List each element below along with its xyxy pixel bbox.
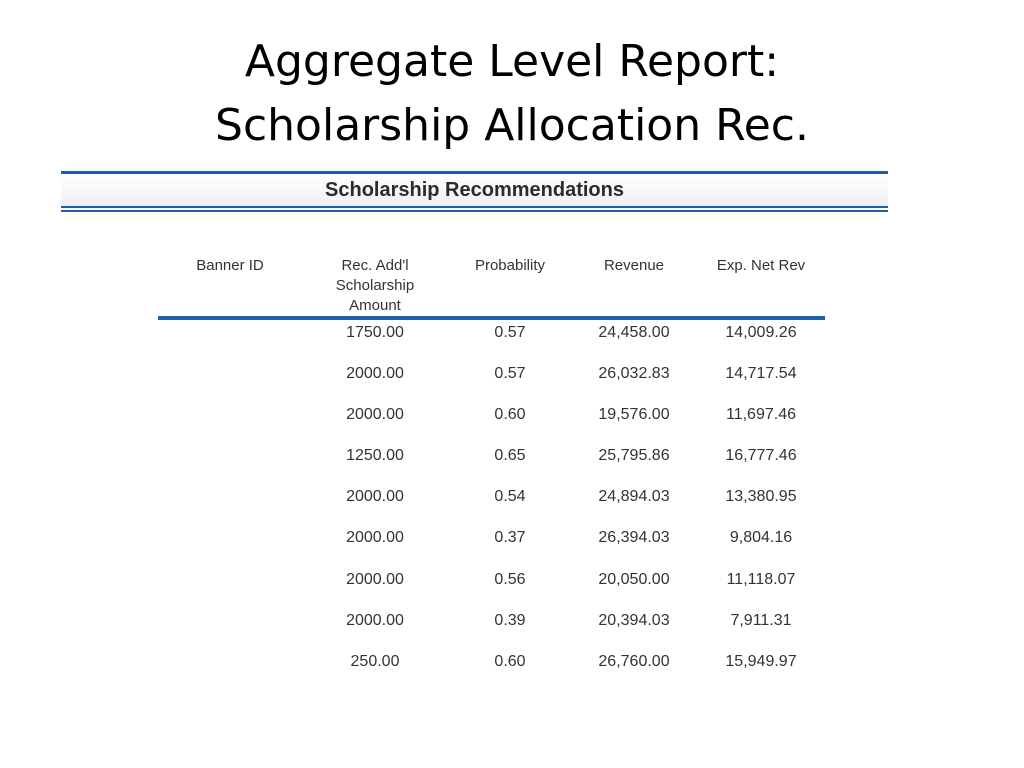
cell-probability: 0.57 bbox=[494, 324, 526, 341]
slide-title bbox=[0, 30, 1024, 158]
column-header-rec-amount bbox=[315, 256, 435, 316]
cell-probability: 0.65 bbox=[494, 447, 526, 465]
cell-exp-net-rev: 15,949.97 bbox=[725, 652, 797, 670]
cell-revenue: 26,760.00 bbox=[598, 652, 670, 670]
cell-probability: 0.60 bbox=[494, 652, 526, 670]
cell-exp-net-rev: 7,911.31 bbox=[730, 611, 792, 629]
table-row bbox=[0, 322, 1024, 363]
report-heading: Scholarship Recommendations bbox=[325, 179, 624, 201]
cell-amount: 250.00 bbox=[350, 652, 400, 670]
cell-exp-net-rev: 11,118.07 bbox=[726, 570, 796, 588]
cell-probability: 0.54 bbox=[494, 488, 526, 506]
cell-probability: 0.37 bbox=[494, 529, 526, 547]
slide-title-line-2: Scholarship Allocation Rec. bbox=[215, 100, 809, 151]
report-heading-bottom-rule bbox=[61, 206, 888, 208]
cell-amount: 1250.00 bbox=[346, 447, 404, 465]
cell-probability: 0.39 bbox=[494, 611, 526, 629]
cell-exp-net-rev: 14,717.54 bbox=[725, 365, 797, 383]
column-header-rec-amount-line-2: Scholarship bbox=[335, 277, 415, 294]
cell-probability: 0.57 bbox=[494, 365, 526, 383]
cell-amount: 2000.00 bbox=[346, 529, 404, 547]
cell-amount: 2000.00 bbox=[346, 611, 404, 629]
cell-amount: 2000.00 bbox=[346, 570, 404, 588]
cell-revenue: 24,458.00 bbox=[598, 324, 670, 341]
cell-exp-net-rev: 13,380.95 bbox=[725, 488, 797, 506]
table-row bbox=[0, 527, 1024, 568]
column-header-rec-amount-line-3: Amount bbox=[349, 297, 401, 314]
cell-revenue: 24,894.03 bbox=[598, 488, 670, 506]
report-heading-top-rule bbox=[61, 171, 888, 174]
slide-title-line-1: Aggregate Level Report: bbox=[244, 36, 780, 87]
cell-probability: 0.60 bbox=[494, 406, 526, 424]
column-header-probability: Probability bbox=[474, 257, 546, 274]
cell-revenue: 19,576.00 bbox=[598, 406, 670, 424]
column-header-revenue: Revenue bbox=[603, 257, 665, 274]
cell-amount: 2000.00 bbox=[346, 365, 404, 383]
column-header-rec-amount-line-1: Rec. Add'l bbox=[341, 257, 409, 274]
table-row bbox=[0, 610, 1024, 651]
table-row bbox=[0, 486, 1024, 527]
cell-revenue: 26,394.03 bbox=[598, 529, 670, 547]
table-row bbox=[0, 363, 1024, 404]
table-header-rule bbox=[158, 316, 825, 320]
cell-amount: 2000.00 bbox=[346, 406, 404, 424]
cell-probability: 0.56 bbox=[494, 570, 526, 588]
cell-amount: 2000.00 bbox=[346, 488, 404, 506]
cell-revenue: 20,050.00 bbox=[598, 570, 670, 588]
column-header-exp-net-rev: Exp. Net Rev bbox=[716, 257, 806, 274]
table-row bbox=[0, 651, 1024, 692]
table-row bbox=[0, 445, 1024, 486]
cell-exp-net-rev: 14,009.26 bbox=[725, 324, 797, 341]
table-row bbox=[0, 404, 1024, 445]
cell-exp-net-rev: 16,777.46 bbox=[725, 447, 797, 465]
cell-amount: 1750.00 bbox=[346, 324, 404, 341]
table-row bbox=[0, 569, 1024, 610]
cell-exp-net-rev: 11,697.46 bbox=[726, 406, 796, 424]
table-body bbox=[0, 322, 1024, 692]
cell-exp-net-rev: 9,804.16 bbox=[729, 529, 793, 547]
column-header-banner-id: Banner ID bbox=[196, 257, 264, 274]
cell-revenue: 20,394.03 bbox=[598, 611, 670, 629]
report-heading-bottom-rule-2 bbox=[61, 210, 888, 212]
cell-revenue: 25,795.86 bbox=[598, 447, 670, 465]
cell-revenue: 26,032.83 bbox=[598, 365, 670, 383]
